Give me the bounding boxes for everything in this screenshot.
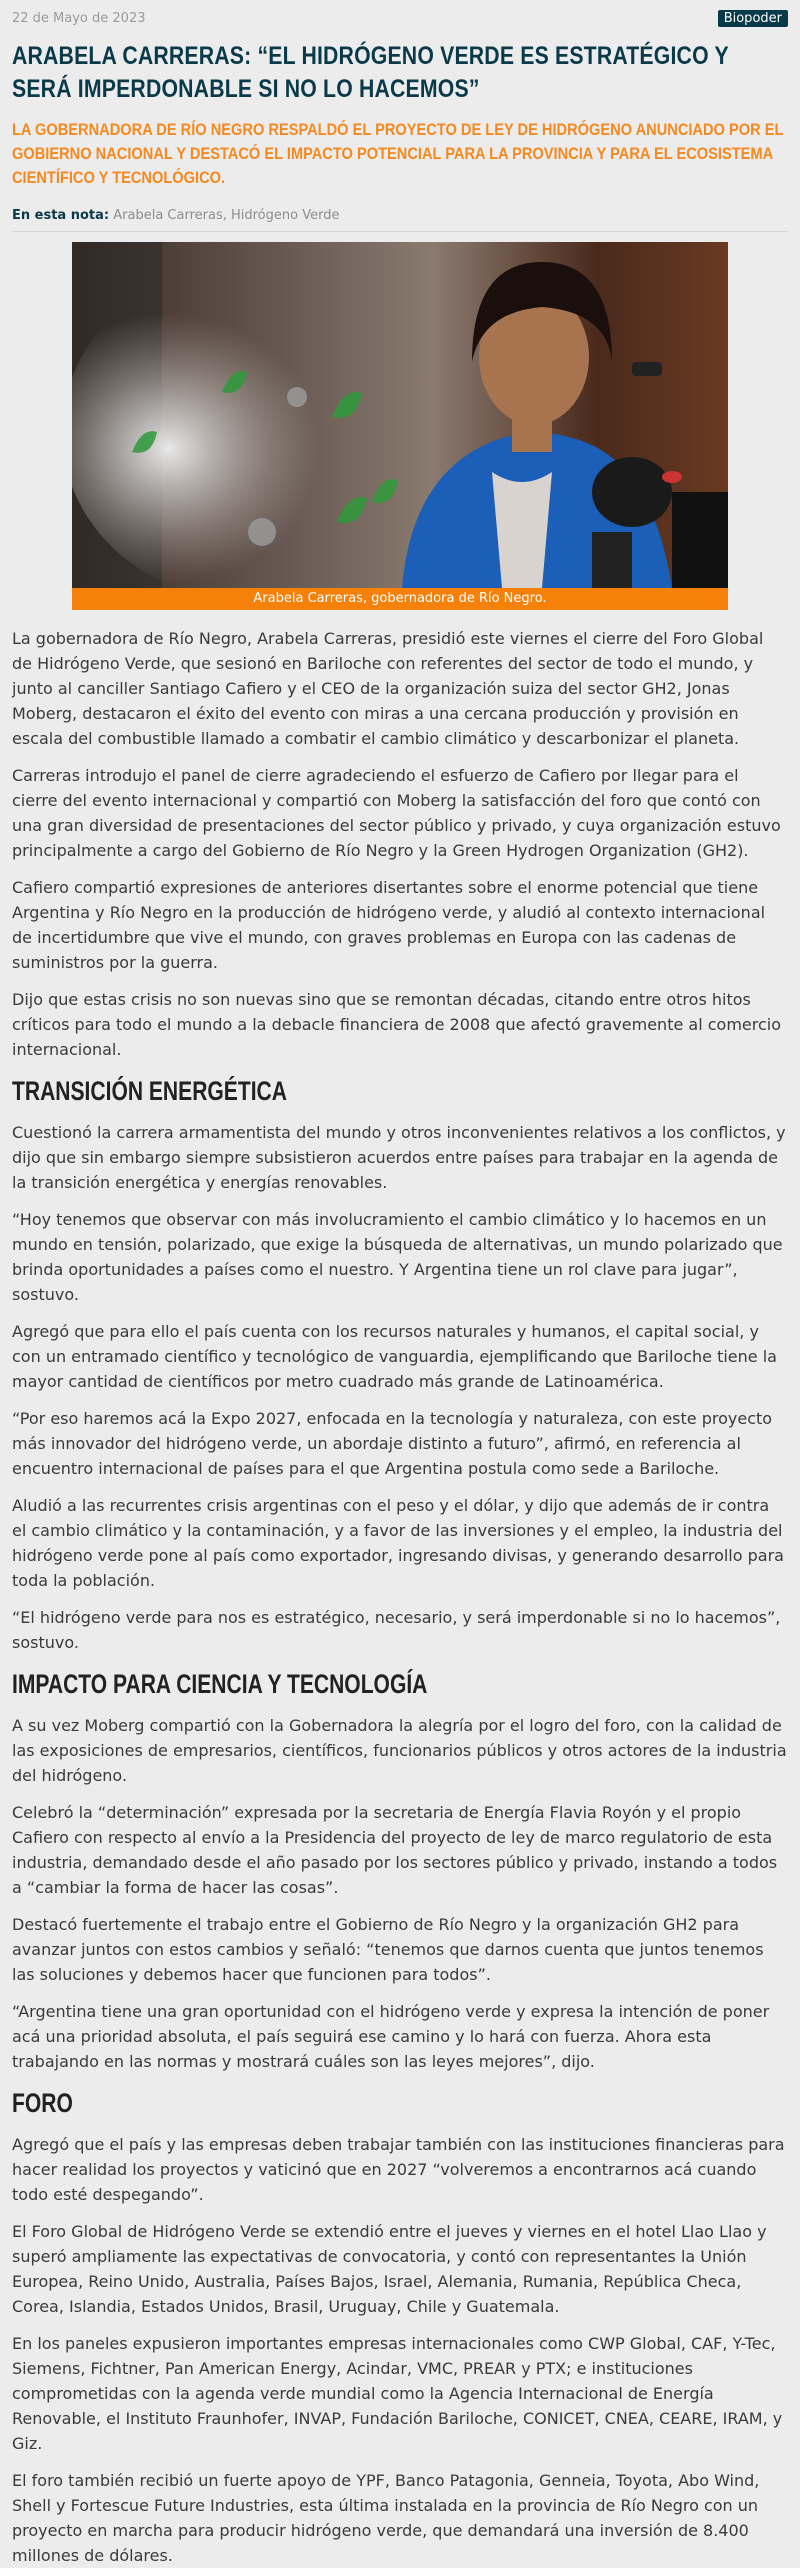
paragraph: Agregó que para ello el país cuenta con los recursos naturales y humanos, el capital social, y con un entramado científico y tecnológico de vanguardia, ejemplificando que Bariloche tiene la mayor cantidad de científicos por metro cuadrado más grande de Latinoamérica. [12,1322,777,1391]
paragraph: Celebró la “determinación” expresada por la secretaria de Energía Flavia Royón y el propio Cafiero con respecto al envío a la Presidencia del proyecto de ley de marco regulatorio de esta industria, demandado desde el año pasado por los sectores público y privado, instando a todos a “cambiar la forma de hacer las cosas”. [12,1803,778,1897]
article-body [12,626,788,2568]
article-title: ARABELA CARRERAS: “EL HIDRÓGENO VERDE ES ESTRATÉGICO Y SERÁ IMPERDONABLE SI NO LO HACEMOS” [12,42,729,103]
paragraph: Agregó que el país y las empresas deben trabajar también con las instituciones financieras para hacer realidad los proyectos y vaticinó que en 2027 “volveremos a encontrarnos acá cuando todo esté despegando”. [12,2135,785,2204]
publish-date: 22 de Mayo de 2023 [12,10,146,26]
article-tags [12,208,788,232]
paragraph: Destacó fuertemente el trabajo entre el Gobierno de Río Negro y la organización GH2 para avanzar juntos con estos cambios y señaló: “tenemos que darnos cuenta que juntos tenemos las soluciones y debemos hacer que funcionen para todos”. [12,1915,764,1984]
paragraph: Cafiero compartió expresiones de anteriores disertantes sobre el enorme potencial que tiene Argentina y Río Negro en la producción de hidrógeno verde, y aludió al contexto internacional de incertidumbre que vive el mundo, con graves problemas en Europa con las cadenas de suministros por la guerra. [12,878,766,972]
paragraph: Cuestionó la carrera armamentista del mundo y otros inconvenientes relativos a los conflictos, y dijo que sin embargo siempre subsistieron acuerdos entre países para trabajar en la agenda de la transición energética y energías renovables. [12,1123,786,1192]
paragraph: “Argentina tiene una gran oportunidad con el hidrógeno verde y expresa la intención de poner acá una prioridad absoluta, el país seguirá ese camino y lo hará con fuerza. Ahora esta trabajando en las normas y mostrará cuáles son las leyes mejores”, dijo. [12,2002,770,2071]
tags-label: En esta nota: [12,208,110,223]
paragraph: Aludió a las recurrentes crisis argentinas con el peso y el dólar, y dijo que además de ir contra el cambio climático y la contaminación, y a favor de las inversiones y el empleo, la industria del hidrógeno verde pone al país como exportador, ingresando divisas, y generando desarrollo para toda la población. [12,1496,784,1590]
section-heading-foro: FORO [12,2088,73,2118]
tag-separator: , [222,208,231,223]
article-subtitle: LA GOBERNADORA DE RÍO NEGRO RESPALDÓ EL PROYECTO DE LEY DE HIDRÓGENO ANUNCIADO POR EL GOBIERNO NACIONAL Y DESTACÓ EL IMPACTO POTENCIAL PARA LA PROVINCIA Y PARA EL ECOSISTEMA CIENTÍFICO Y TECNOLÓGICO. [12,120,784,187]
tag-link-hidrogeno-verde[interactable]: Hidrógeno Verde [230,208,340,223]
paragraph: Dijo que estas crisis no son nuevas sino que se remontan décadas, citando entre otros hitos críticos para todo el mundo a la debacle financiera de 2008 que afectó gravemente al comercio internacional. [12,990,781,1059]
paragraph: El Foro Global de Hidrógeno Verde se extendió entre el jueves y viernes en el hotel Llao Llao y superó ampliamente las expectativas de convocatoria, y contó con representantes la Unión Europea, Reino Unido, Australia, Países Bajos, Israel, Alemania, Rumania, República Checa, Corea, Islandia, Estados Unidos, Brasil, Uruguay, Chile y Guatemala. [12,2222,767,2316]
article-topbar [12,0,788,28]
tag-link-arabela-carreras[interactable]: Arabela Carreras [113,208,223,223]
paragraph: En los paneles expusieron importantes empresas internacionales como CWP Global, CAF, Y-Tec, Siemens, Fichtner, Pan American Energy, Acindar, VMC, PREAR y PTX; e instituciones comprometidas con la agenda verde mundial como la Agencia Internacional de Energía Renovable, el Instituto Fraunhofer, INVAP, Fundación Bariloche, CONICET, CNEA, CEARE, IRAM, y Giz. [12,2334,783,2453]
paragraph: A su vez Moberg compartió con la Gobernadora la alegría por el logro del foro, con la calidad de las exposiciones de empresarios, científicos, funcionarios públicos y otros actores de la industria del hidrógeno. [12,1716,787,1785]
paragraph: El foro también recibió un fuerte apoyo de YPF, Banco Patagonia, Genneia, Toyota, Abo Wind, Shell y Fortescue Future Industries, esta última instalada en la provincia de Río Negro con un proyecto en marcha para producir hidrógeno verde, que demandará una inversión de 8.400 millones de dólares. [12,2471,760,2565]
section-heading-impacto: IMPACTO PARA CIENCIA Y TECNOLOGÍA [12,1669,428,1699]
article-photo [72,242,728,588]
paragraph: “El hidrógeno verde para nos es estratégico, necesario, y será imperdonable si no lo hacemos”, sostuvo. [12,1608,781,1652]
section-heading-transicion: TRANSICIÓN ENERGÉTICA [12,1076,287,1106]
paragraph: “Hoy tenemos que observar con más involucramiento el cambio climático y lo hacemos en un mundo en tensión, polarizado, que exige la búsqueda de alternativas, un mundo polarizado que brinda oportunidades a países como el nuestro. Y Argentina tiene un rol clave para jugar”, sostuvo. [12,1210,783,1304]
paragraph: La gobernadora de Río Negro, Arabela Carreras, presidió este viernes el cierre del Foro Global de Hidrógeno Verde, que sesionó en Bariloche con referentes del sector de todo el mundo, y junto al canciller Santiago Cafiero y el CEO de la organización suiza del sector GH2, Jonas Moberg, destacaron el éxito del evento con miras a una cercana producción y provisión en escala del combustible llamado a combatir el cambio climático y descarbonizar el planeta. [12,629,764,748]
paragraph: Carreras introdujo el panel de cierre agradeciendo el esfuerzo de Cafiero por llegar para el cierre del evento internacional y compartió con Moberg la satisfacción del foro que contó con una gran diversidad de presentaciones del sector público y privado, y cuya organización estuvo principalmente a cargo del Gobierno de Río Negro y la Green Hydrogen Organization (GH2). [12,766,781,860]
category-tag[interactable]: Biopoder [718,10,788,27]
article-figure [72,242,728,610]
paragraph: “Por eso haremos acá la Expo 2027, enfocada en la tecnología y naturaleza, con este proyecto más innovador del hidrógeno verde, un abordaje distinto a futuro”, afirmó, en referencia al encuentro internacional de países para el que Argentina postula como sede a Bariloche. [12,1409,773,1478]
image-caption: Arabela Carreras, gobernadora de Río Negro. [72,588,728,610]
